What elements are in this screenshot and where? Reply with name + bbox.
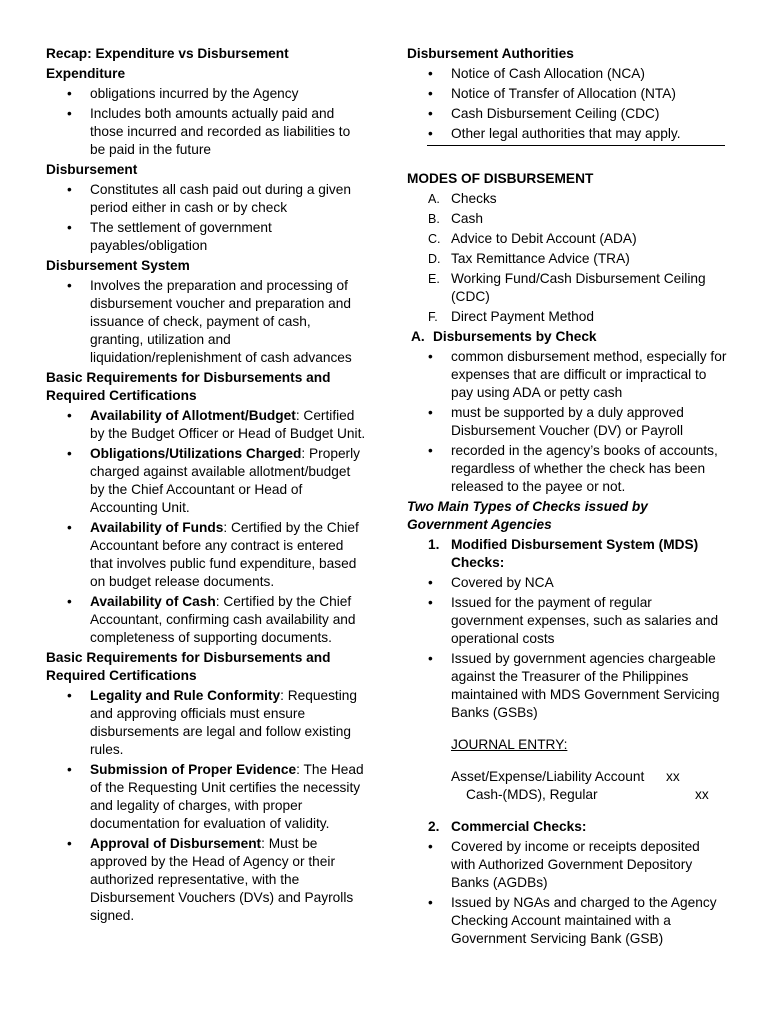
list-item: • Constitutes all cash paid out during a given period either in cash or by check [46, 181, 366, 217]
list-item [46, 761, 366, 833]
item-text: Direct Payment Method [451, 309, 595, 324]
item-marker: D. [428, 252, 441, 266]
disbursement-system-heading: Disbursement System [46, 258, 190, 273]
requirements-heading: Basic Requirements for Disbursements and Required Certifications [46, 370, 331, 403]
requirements-list [46, 407, 366, 647]
list-item [46, 687, 366, 759]
item-marker: A. [428, 192, 440, 206]
list-item: • Involves the preparation and processing of disbursement voucher and preparation and issuance of check, payment of cash, granting, utilization and liquidation/replenishment of cash advances [46, 277, 366, 367]
requirements-heading-2: Basic Requirements for Disbursements and Required Certifications [46, 650, 331, 683]
item-label: Legality and Rule Conformity [90, 688, 281, 703]
item-label: Availability of Funds [90, 520, 224, 535]
modes-heading: MODES OF DISBURSEMENT [407, 171, 594, 186]
item-text: : Certified by the Budget Officer or Head of Budget Unit. [90, 408, 366, 441]
debit-account: Asset/Expense/Liability Account [451, 769, 645, 784]
authorities-heading: Disbursement Authorities [407, 46, 574, 61]
list-item [407, 250, 727, 268]
item-label: Availability of Cash [90, 594, 216, 609]
commercial-list [407, 838, 727, 948]
list-item [46, 593, 366, 647]
list-item [407, 308, 727, 326]
list-item: • The settlement of government payables/obligation [46, 219, 366, 255]
item-text: : The Head of the Requesting Unit certifies the necessity and legality of charges, with proper documentation for evaluation of validity. [90, 762, 364, 831]
list-item [407, 190, 727, 208]
section-marker: 2. [428, 819, 440, 834]
list-item [46, 407, 366, 443]
authorities-list [407, 65, 727, 143]
disbursement-list [46, 181, 366, 255]
item-text: Cash [451, 211, 483, 226]
by-check-heading [411, 328, 727, 346]
list-item: • Covered by NCA [407, 574, 727, 592]
item-text: : Must be approved by the Head of Agency or their authorized representative, with the Disbursement Vouchers (DVs) and Payrolls signed. [90, 836, 354, 923]
modes-list [407, 190, 727, 326]
item-label: Approval of Disbursement [90, 836, 262, 851]
commercial-heading [407, 818, 727, 836]
journal-credit-row [451, 786, 727, 804]
item-marker: F. [428, 310, 438, 324]
list-item: • recorded in the agency’s books of accounts, regardless of whether the check has been released to the payee or not. [407, 442, 727, 496]
list-item [46, 835, 366, 925]
item-text: : Certified by the Chief Accountant, confirming cash availability and completeness of supporting documents. [90, 594, 356, 645]
list-item: • must be supported by a duly approved Disbursement Voucher (DV) or Payroll [407, 404, 727, 440]
list-item: • Cash Disbursement Ceiling (CDC) [407, 105, 727, 123]
item-text: : Requesting and approving officials must ensure disbursements are legal and follow existing rules. [90, 688, 357, 757]
list-item: • Other legal authorities that may apply. [407, 125, 727, 143]
mds-heading [407, 536, 727, 572]
expenditure-heading: Expenditure [46, 66, 126, 81]
disbursement-system-list [46, 277, 366, 367]
by-check-list [407, 348, 727, 496]
right-column [407, 45, 727, 950]
list-item: • obligations incurred by the Agency [46, 85, 366, 103]
item-text: : Certified by the Chief Accountant before any contract is entered that involves public fund expenditure, based on budget release documents. [90, 520, 359, 589]
check-types-heading: Two Main Types of Checks issued by Government Agencies [407, 499, 648, 532]
list-item [46, 519, 366, 591]
item-label: Availability of Allotment/Budget [90, 408, 296, 423]
section-marker: A. [411, 329, 425, 344]
section-title: Disbursements by Check [433, 329, 597, 344]
credit-account: Cash-(MDS), Regular [466, 787, 598, 802]
list-item: • Issued by government agencies chargeable against the Treasurer of the Philippines maintained with MDS Government Servicing Banks (GSBs) [407, 650, 727, 722]
mds-list [407, 574, 727, 722]
item-marker: E. [428, 272, 440, 286]
list-item: • Covered by income or receipts deposited with Authorized Government Depository Banks (AGDBs) [407, 838, 727, 892]
disbursement-heading: Disbursement [46, 162, 138, 177]
list-item: • Issued for the payment of regular government expenses, such as salaries and operational costs [407, 594, 727, 648]
list-item: • Includes both amounts actually paid and those incurred and recorded as liabilities to be paid in the future [46, 105, 366, 159]
page-title: Recap: Expenditure vs Disbursement [46, 46, 289, 61]
item-text: Working Fund/Cash Disbursement Ceiling (CDC) [451, 271, 706, 304]
list-item: • Issued by NGAs and charged to the Agency Checking Account maintained with a Government Servicing Bank (GSB) [407, 894, 727, 948]
divider [427, 145, 725, 146]
list-item: • common disbursement method, especially for expenses that are difficult or impractical to pay using ADA or petty cash [407, 348, 727, 402]
item-text: Tax Remittance Advice (TRA) [451, 251, 630, 266]
section-title: Modified Disbursement System (MDS) Checks: [451, 537, 699, 570]
list-item [407, 230, 727, 248]
list-item: • Notice of Transfer of Allocation (NTA) [407, 85, 727, 103]
item-marker: B. [428, 212, 440, 226]
section-title: Commercial Checks: [451, 819, 587, 834]
requirements-list-2 [46, 687, 366, 925]
left-column [46, 45, 366, 927]
item-text: Advice to Debit Account (ADA) [451, 231, 637, 246]
item-label: Obligations/Utilizations Charged [90, 446, 302, 461]
item-marker: C. [428, 232, 441, 246]
item-label: Submission of Proper Evidence [90, 762, 297, 777]
journal-debit-row [451, 768, 727, 786]
debit-amount: xx [666, 769, 680, 784]
list-item: • Notice of Cash Allocation (NCA) [407, 65, 727, 83]
expenditure-list [46, 85, 366, 159]
list-item [46, 445, 366, 517]
journal-entry [451, 736, 727, 804]
item-text: Checks [451, 191, 497, 206]
credit-amount: xx [695, 787, 709, 802]
journal-entry-heading: JOURNAL ENTRY: [451, 737, 568, 752]
list-item [407, 210, 727, 228]
list-item [407, 270, 727, 306]
section-marker: 1. [428, 537, 440, 552]
item-text: : Properly charged against available allotment/budget by the Chief Accountant or Head of Accounting Unit. [90, 446, 360, 515]
